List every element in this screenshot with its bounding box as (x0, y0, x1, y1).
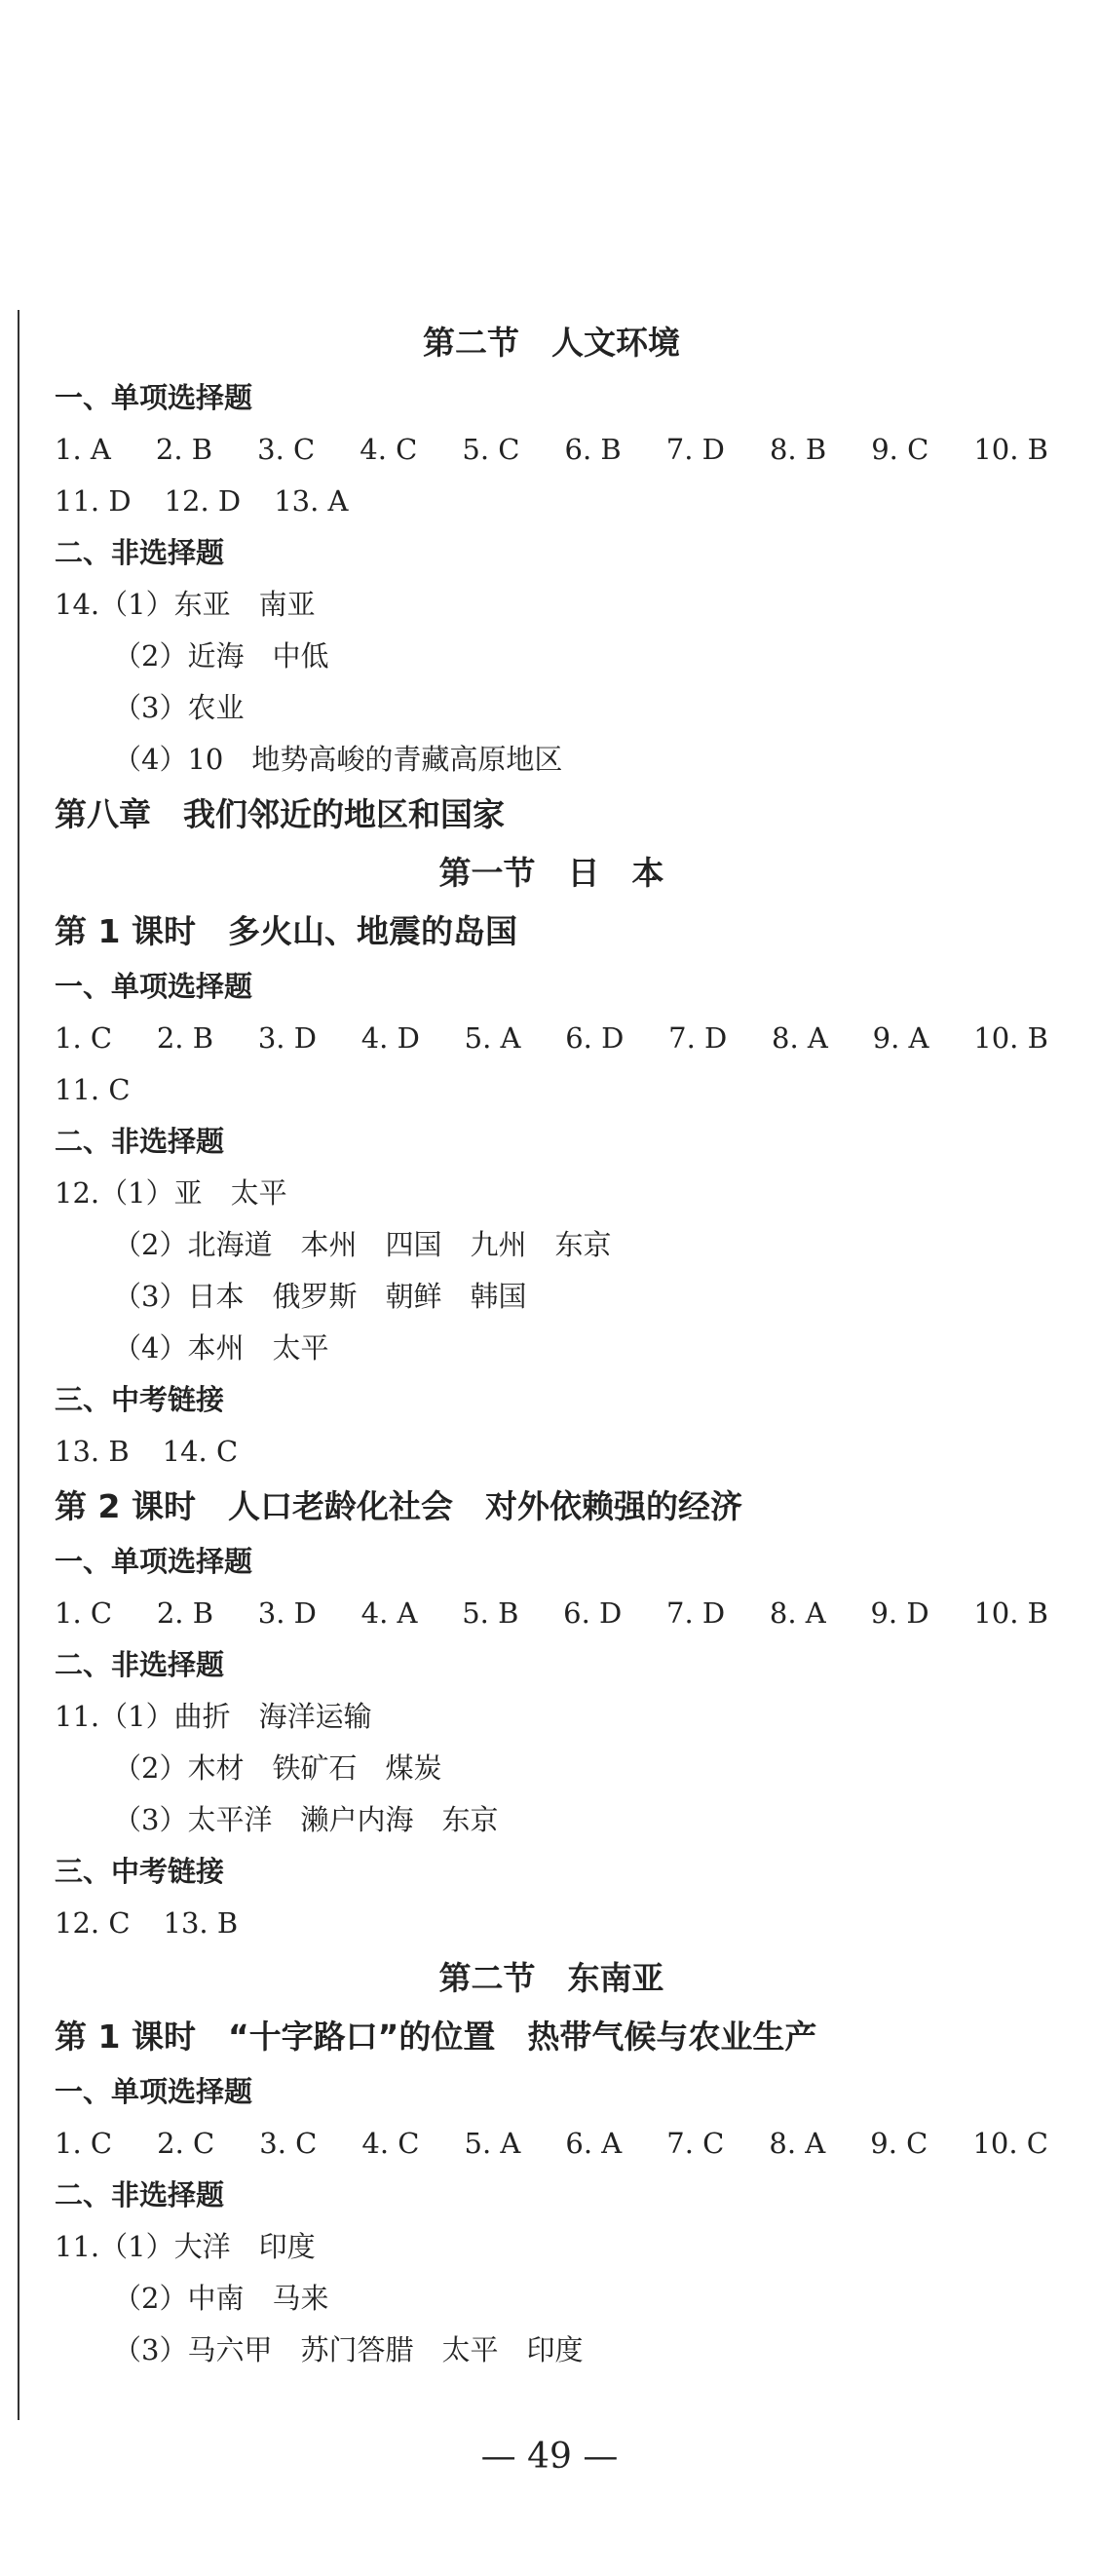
answer-row (55, 2118, 1048, 2170)
answer-item: 8. A (772, 1021, 828, 1055)
answer-item: 10. B (973, 1596, 1048, 1630)
answer-item: 2. C (157, 2127, 215, 2160)
part-heading: 一、单项选择题 (55, 2075, 253, 2108)
answer-item: 12. D (164, 484, 242, 518)
answer-item: 3. C (259, 2127, 318, 2160)
answer-row (55, 1898, 1048, 1949)
answer-subline: （2）中南 马来 (113, 2282, 329, 2315)
chapter-heading: 第八章 我们邻近的地区和国家 (55, 795, 505, 833)
answer-item: 13. B (55, 1435, 130, 1468)
part-heading: 一、单项选择题 (55, 381, 253, 414)
answer-item: 2. B (156, 1021, 214, 1055)
answer-item: 9. C (871, 433, 929, 466)
answer-item: 10. B (973, 433, 1048, 466)
part-heading: 二、非选择题 (55, 1648, 225, 1681)
lesson-heading: 第 1 课时 多火山、地震的岛国 (55, 912, 517, 950)
answer-row (55, 476, 1048, 527)
answer-item: 1. A (55, 433, 111, 466)
answer-item: 1. C (55, 2127, 113, 2160)
answer-item: 1. C (55, 1596, 113, 1630)
answer-item: 5. C (462, 433, 520, 466)
lesson-heading: 第 1 课时 “十字路口”的位置 热带气候与农业生产 (55, 2018, 817, 2056)
answer-item: 10. C (972, 2127, 1048, 2160)
answer-item: 13. B (163, 1906, 239, 1940)
section-heading: 第二节 人文环境 (423, 324, 680, 362)
answer-item: 11. C (55, 1073, 131, 1106)
answer-item: 2. B (156, 1596, 214, 1630)
answer-subline: （3）日本 俄罗斯 朝鲜 韩国 (113, 1280, 527, 1313)
answer-item: 4. C (360, 433, 418, 466)
answer-item: 5. A (464, 2127, 521, 2160)
part-heading: 一、单项选择题 (55, 1545, 253, 1578)
answer-item: 7. D (665, 433, 725, 466)
answer-line: 14.（1）东亚 南亚 (55, 588, 316, 621)
answer-subline: （2）木材 铁矿石 煤炭 (113, 1751, 442, 1785)
answer-item: 8. A (769, 2127, 826, 2160)
answer-item: 6. D (563, 1596, 623, 1630)
answer-item: 14. C (162, 1435, 239, 1468)
answer-item: 9. D (870, 1596, 929, 1630)
answer-item: 4. C (361, 2127, 420, 2160)
answer-item: 4. D (360, 1021, 420, 1055)
answer-item: 3. D (257, 1596, 317, 1630)
answer-subline: （3）农业 (113, 691, 245, 724)
answer-item: 3. C (257, 433, 316, 466)
margin-rule (18, 310, 19, 2420)
answer-item: 7. D (666, 1596, 726, 1630)
answer-item: 4. A (360, 1596, 418, 1630)
answer-item: 13. A (274, 484, 349, 518)
answer-subline: （2）北海道 本州 四国 九州 东京 (113, 1228, 612, 1261)
answer-item: 8. A (769, 1596, 826, 1630)
answer-item: 9. C (870, 2127, 928, 2160)
answer-item: 11. D (55, 484, 132, 518)
answer-item: 5. A (464, 1021, 521, 1055)
answer-item: 7. C (666, 2127, 725, 2160)
answer-subline: （3）马六甲 苏门答腊 太平 印度 (113, 2333, 584, 2366)
part-heading: 三、中考链接 (55, 1383, 225, 1416)
answer-subline: （3）太平洋 濑户内海 东京 (113, 1803, 499, 1836)
part-heading: 二、非选择题 (55, 1125, 225, 1158)
answer-row (55, 1426, 1048, 1478)
answer-item: 7. D (668, 1021, 728, 1055)
lesson-heading: 第 2 课时 人口老龄化社会 对外依赖强的经济 (55, 1487, 742, 1525)
answer-item: 6. D (565, 1021, 625, 1055)
answer-item: 6. A (565, 2127, 623, 2160)
answer-row (55, 424, 1048, 476)
answer-item: 8. B (769, 433, 827, 466)
answer-row (55, 1013, 1048, 1064)
answer-subline: （4）本州 太平 (113, 1331, 329, 1365)
answer-row (55, 1064, 1048, 1116)
part-heading: 一、单项选择题 (55, 970, 253, 1003)
page-number: — 49 — (480, 2437, 619, 2477)
answer-row (55, 1588, 1048, 1639)
answer-item: 10. B (973, 1021, 1048, 1055)
section-heading: 第一节 日 本 (438, 854, 664, 892)
answer-line: 12.（1）亚 太平 (55, 1176, 287, 1210)
answer-content (55, 314, 1048, 2376)
answer-subline: （2）近海 中低 (113, 639, 329, 673)
answer-item: 1. C (55, 1021, 113, 1055)
answer-item: 2. B (155, 433, 213, 466)
section-heading: 第二节 东南亚 (438, 1959, 664, 1997)
answer-line: 11.（1）大洋 印度 (55, 2230, 316, 2263)
answer-item: 12. C (55, 1906, 131, 1940)
answer-subline: （4）10 地势高峻的青藏高原地区 (113, 743, 563, 776)
part-heading: 三、中考链接 (55, 1855, 225, 1888)
answer-item: 6. B (564, 433, 622, 466)
answer-item: 5. B (462, 1596, 519, 1630)
part-heading: 二、非选择题 (55, 536, 225, 569)
answer-item: 9. A (872, 1021, 929, 1055)
answer-line: 11.（1）曲折 海洋运输 (55, 1700, 372, 1733)
part-heading: 二、非选择题 (55, 2178, 225, 2211)
answer-item: 3. D (257, 1021, 317, 1055)
